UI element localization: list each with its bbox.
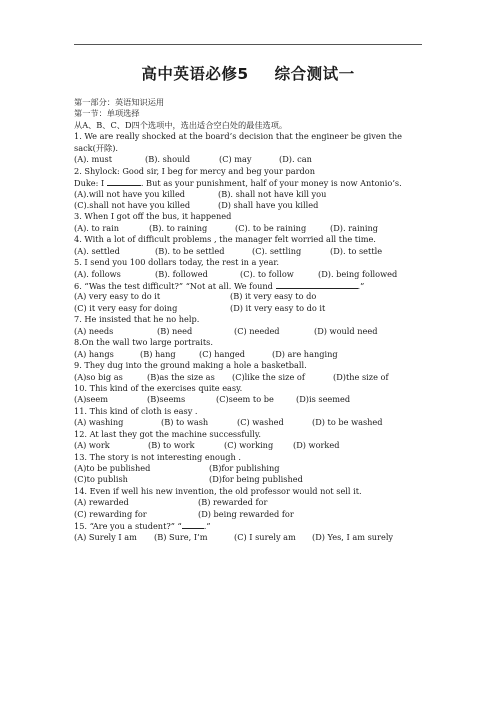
q5-stem: 5. I send you 100 dollars today, the rest in a year. xyxy=(74,257,279,268)
q2-stem: 2. Shylock: Good sir, I beg for mercy and beg your pardon xyxy=(74,165,315,176)
q14-stem: 14. Even if well his new invention, the old professor would not sell it. xyxy=(74,485,362,496)
q7-option-a[interactable]: (A) needs xyxy=(74,325,114,336)
q4-stem: 4. With a lot of difficult problems , the manager felt worried all the time. xyxy=(74,234,376,245)
q11-option-a[interactable]: (A) washing xyxy=(74,417,124,428)
q14-options-row2 xyxy=(74,509,424,520)
q6-blank xyxy=(276,280,358,289)
q2-stem-duke xyxy=(74,177,424,188)
q3-option-a[interactable]: (A). to rain xyxy=(74,222,120,233)
q3-stem: 3. When I got off the bus, it happened xyxy=(74,211,232,222)
q5-option-a[interactable]: (A). follows xyxy=(74,268,121,279)
q6-option-c[interactable]: (C) it very easy for doing xyxy=(74,302,178,313)
q1-stem-cont: sack(开除). xyxy=(74,142,118,153)
q8-stem: 8.On the wall two large portraits. xyxy=(74,337,213,348)
q8-option-a[interactable]: (A) hangs xyxy=(74,348,114,359)
q6-options-row1 xyxy=(74,291,424,302)
q5-options xyxy=(74,269,424,280)
q1-options xyxy=(74,154,424,165)
q10-options xyxy=(74,394,424,405)
q8-options xyxy=(74,349,424,360)
q3-option-d[interactable]: (D). raining xyxy=(330,222,378,233)
q2-options-row2 xyxy=(74,200,424,211)
q4-option-b[interactable]: (B). to be settled xyxy=(155,245,225,256)
q6-stem-post: .” xyxy=(357,281,365,291)
q14-option-c[interactable]: (C) rewarding for xyxy=(74,508,147,519)
q1-option-d[interactable]: (D). can xyxy=(279,154,312,165)
q2-blank xyxy=(107,177,141,186)
part-heading: 第一部分：英语知识运用 xyxy=(74,97,165,107)
q10-option-a[interactable]: (A)seem xyxy=(74,394,108,405)
q13-option-b[interactable]: (B)for publishing xyxy=(209,463,280,473)
q1-option-b[interactable]: (B). should xyxy=(145,154,191,165)
q2-stem-pre: Duke: I xyxy=(74,178,107,189)
q10-stem: 10. This kind of the exercises quite easy. xyxy=(74,382,243,393)
q4-option-a[interactable]: (A). settled xyxy=(74,245,120,256)
exam-content xyxy=(74,97,424,543)
q3-option-b[interactable]: (B). to raining xyxy=(149,222,208,233)
q14-option-a[interactable]: (A) rewarded xyxy=(74,497,129,508)
q10-option-c[interactable]: (C)seem to be xyxy=(216,394,274,405)
q14-option-b[interactable]: (B) rewarded for xyxy=(198,497,268,508)
q11-options xyxy=(74,417,424,428)
q15-option-d[interactable]: (D) Yes, I am surely xyxy=(312,531,394,542)
q12-option-a[interactable]: (A) work xyxy=(74,440,110,451)
q8-option-c[interactable]: (C) hanged xyxy=(199,348,246,359)
q2-stem-post: . But as your punishment, half of your money is now Antonio’s. xyxy=(140,178,402,189)
q8-option-d[interactable]: (D) are hanging xyxy=(272,348,338,359)
q3-options xyxy=(74,223,424,234)
q6-option-a[interactable]: (A) very easy to do it xyxy=(74,291,161,302)
q15-blank xyxy=(182,520,204,529)
q14-options-row1 xyxy=(74,497,424,508)
q13-option-d[interactable]: (D)for being published xyxy=(209,474,303,485)
header-rule xyxy=(74,44,422,45)
q15-stem-pre: 15. “Are you a student?” “ xyxy=(74,521,182,532)
q15-options xyxy=(74,532,424,543)
q2-option-a[interactable]: (A).will not have you killed xyxy=(74,188,186,199)
q2-options-row1 xyxy=(74,189,424,200)
q13-options-row1 xyxy=(74,463,424,474)
q8-option-b[interactable]: (B) hang xyxy=(140,348,176,359)
q4-options xyxy=(74,246,424,257)
q9-options xyxy=(74,372,424,383)
title-left: 高中英语必修5 xyxy=(141,65,249,83)
q9-stem: 9. They dug into the ground making a hole a basketball. xyxy=(74,360,307,371)
q9-option-d[interactable]: (D)the size of xyxy=(333,371,389,382)
q7-options xyxy=(74,326,424,337)
q10-option-d[interactable]: (D)is seemed xyxy=(296,394,351,405)
section-heading: 第一节：单项选择 xyxy=(74,108,140,119)
instruction: 从A、B、C、D四个选项中，选出适合空白处的最佳选项。 xyxy=(74,119,288,130)
q2-option-d[interactable]: (D) shall have you killed xyxy=(218,199,319,210)
q10-option-b[interactable]: (B)seems xyxy=(147,394,186,405)
q7-stem: 7. He insisted that he no help. xyxy=(74,314,200,325)
q9-option-c[interactable]: (C)like the size of xyxy=(232,371,305,382)
page-title xyxy=(0,62,496,84)
q12-option-d[interactable]: (D) worked xyxy=(293,440,340,451)
q5-option-c[interactable]: (C). to follow xyxy=(240,268,294,279)
q6-option-d[interactable]: (D) it very easy to do it xyxy=(230,302,326,313)
q15-option-b[interactable]: (B) Sure, I’m xyxy=(154,531,208,542)
q15-option-a[interactable]: (A) Surely I am xyxy=(74,531,137,542)
q1-option-c[interactable]: (C) may xyxy=(219,154,252,165)
q11-stem: 11. This kind of cloth is easy . xyxy=(74,405,198,416)
q13-stem: 13. The story is not interesting enough . xyxy=(74,451,241,462)
q7-option-d[interactable]: (D) would need xyxy=(314,325,378,336)
q13-option-c[interactable]: (C)to publish xyxy=(74,474,128,485)
q12-stem: 12. At last they got the machine successfully. xyxy=(74,428,262,439)
q1-option-a[interactable]: (A). must xyxy=(74,154,113,165)
q5-option-b[interactable]: (B). followed xyxy=(155,268,208,279)
q11-option-b[interactable]: (B) to wash xyxy=(161,417,209,428)
q15-stem xyxy=(74,520,424,531)
q6-option-b[interactable]: (B) it very easy to do xyxy=(230,291,317,302)
q14-option-d[interactable]: (D) being rewarded for xyxy=(198,508,294,519)
q2-option-c[interactable]: (C).shall not have you killed xyxy=(74,199,191,210)
q6-stem-pre: 6. “Was the test difficult?” “Not at all. We found xyxy=(74,281,276,291)
q7-option-b[interactable]: (B) need xyxy=(157,325,193,336)
q12-option-c[interactable]: (C) working xyxy=(224,440,274,451)
q12-option-b[interactable]: (B) to work xyxy=(148,440,195,451)
q6-stem xyxy=(74,280,424,291)
q5-option-d[interactable]: (D). being followed xyxy=(318,268,398,279)
q2-option-b[interactable]: (B). shall not have kill you xyxy=(218,188,327,199)
q9-option-a[interactable]: (A)so big as xyxy=(74,371,123,382)
q15-stem-post: .” xyxy=(203,521,211,532)
title-right: 综合测试一 xyxy=(274,65,355,83)
q9-option-b[interactable]: (B)as the size as xyxy=(147,371,215,382)
q1-stem: 1. We are really shocked at the board’s decision that the engineer be given the xyxy=(74,131,403,142)
q13-option-a[interactable]: (A)to be published xyxy=(74,463,151,473)
q11-option-d[interactable]: (D) to be washed xyxy=(312,417,383,428)
q4-option-c[interactable]: (C). settling xyxy=(252,245,302,256)
q6-options-row2 xyxy=(74,303,424,314)
q13-options-row2 xyxy=(74,474,424,485)
q3-option-c[interactable]: (C). to be raining xyxy=(235,222,307,233)
q4-option-d[interactable]: (D). to settle xyxy=(330,245,383,256)
q15-option-c[interactable]: (C) I surely am xyxy=(234,531,296,542)
q7-option-c[interactable]: (C) needed xyxy=(234,325,280,336)
q11-option-c[interactable]: (C) washed xyxy=(237,417,284,428)
q12-options xyxy=(74,440,424,451)
